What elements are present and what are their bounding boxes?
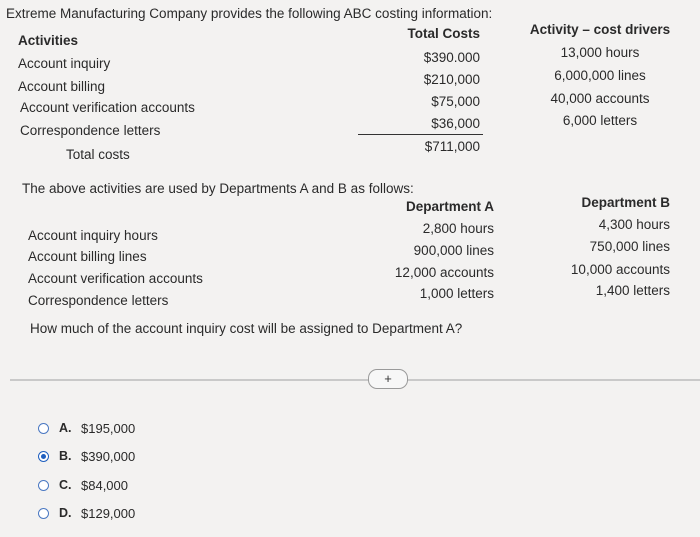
option-text: $129,000	[81, 506, 136, 521]
activity-driver: 6,000 letters	[562, 113, 638, 128]
department-b-header: Department B	[581, 195, 670, 210]
option-letter: A.	[59, 421, 72, 435]
total-costs-value: $711,000	[424, 139, 480, 154]
usage-label: Correspondence letters	[28, 293, 169, 308]
option-letter: C.	[59, 478, 72, 492]
usage-dept-a: 900,000 lines	[413, 243, 494, 258]
activity-driver: 40,000 accounts	[550, 91, 650, 106]
intro-text: Extreme Manufacturing Company provides the following ABC costing information:	[6, 6, 493, 21]
radio-button[interactable]	[38, 508, 49, 519]
radio-button[interactable]	[38, 423, 49, 434]
usage-dept-b: 4,300 hours	[598, 217, 670, 232]
question-text: How much of the account inquiry cost will be assigned to Department A?	[30, 321, 463, 336]
total-costs-header: Total Costs	[407, 26, 480, 41]
activity-label: Account inquiry	[18, 56, 111, 71]
activity-label: Correspondence letters	[20, 123, 161, 138]
activity-cost: $210,000	[423, 72, 480, 87]
usage-dept-a: 12,000 accounts	[394, 265, 494, 280]
activity-label: Account verification accounts	[20, 100, 195, 115]
usage-dept-b: 10,000 accounts	[570, 262, 670, 277]
option-text: $390,000	[81, 449, 136, 464]
activity-cost: $390.000	[423, 50, 480, 65]
usage-dept-a: 1,000 letters	[419, 286, 494, 301]
activities-header: Activities	[18, 33, 79, 48]
activity-driver: 6,000,000 lines	[554, 68, 646, 83]
usage-label: Account verification accounts	[28, 271, 203, 286]
usage-dept-b: 1,400 letters	[595, 283, 670, 298]
departments-intro: The above activities are used by Departments A and B as follows:	[22, 181, 414, 196]
section-divider	[10, 379, 700, 381]
expand-button[interactable]: +	[368, 369, 408, 389]
department-a-header: Department A	[405, 199, 494, 214]
total-underline	[358, 134, 483, 135]
radio-button[interactable]	[38, 480, 49, 491]
activity-label: Account billing	[18, 79, 106, 94]
total-costs-label: Total costs	[66, 147, 130, 162]
radio-button-selected[interactable]	[38, 451, 49, 462]
usage-dept-b: 750,000 lines	[589, 239, 670, 254]
cost-drivers-header: Activity – cost drivers	[529, 22, 671, 37]
option-text: $195,000	[81, 421, 136, 436]
activity-cost: $36,000	[431, 116, 480, 131]
usage-dept-a: 2,800 hours	[422, 221, 494, 236]
activity-driver: 13,000 hours	[560, 45, 640, 60]
option-letter: B.	[59, 449, 72, 463]
option-text: $84,000	[81, 478, 128, 493]
activity-cost: $75,000	[431, 94, 480, 109]
usage-label: Account inquiry hours	[28, 228, 158, 243]
usage-label: Account billing lines	[28, 249, 147, 264]
option-letter: D.	[59, 506, 72, 520]
